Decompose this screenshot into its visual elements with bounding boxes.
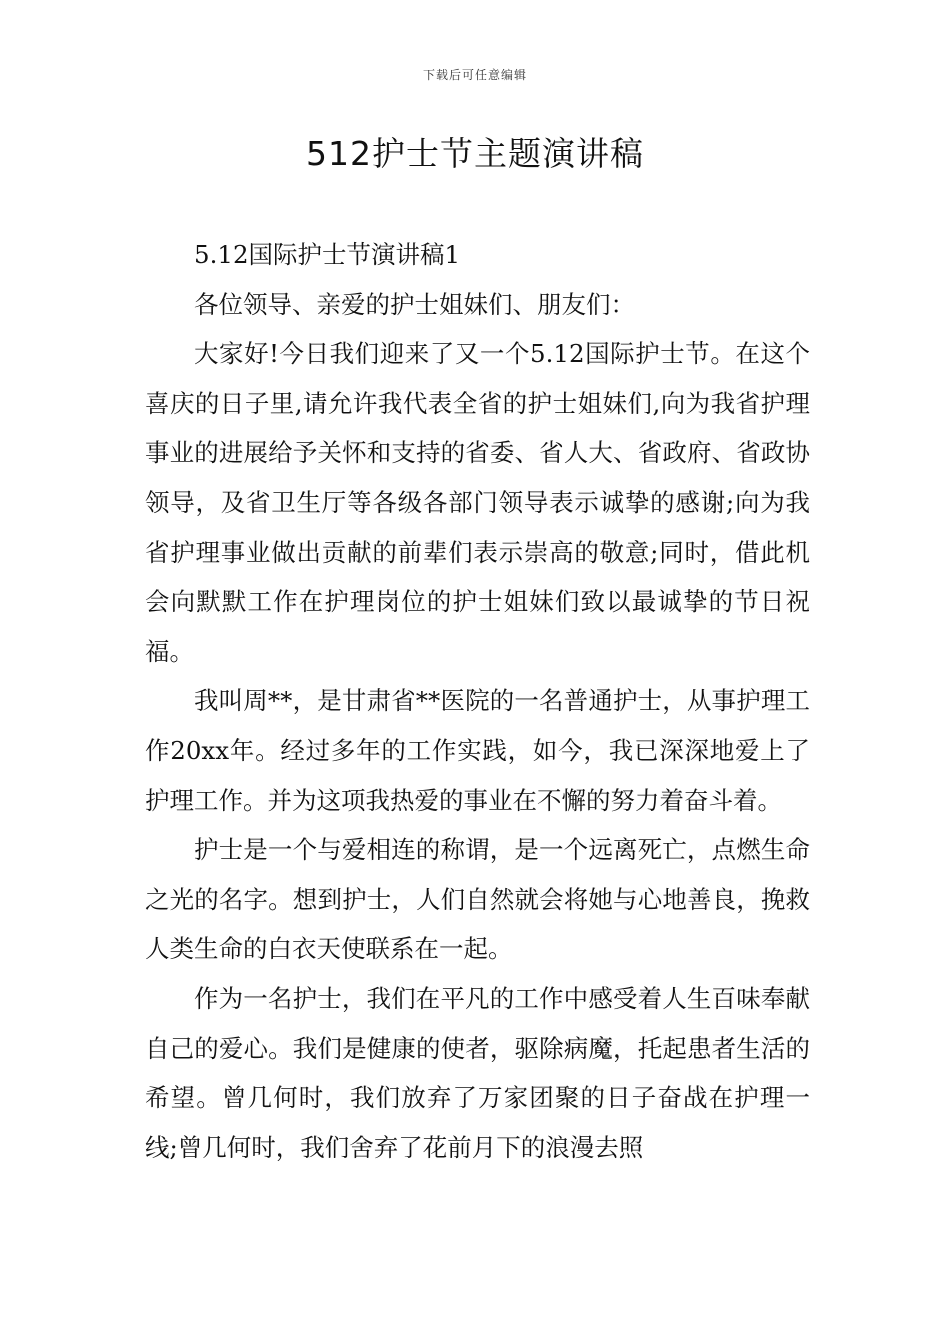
speech-subtitle: 5.12国际护士节演讲稿1 <box>194 240 461 269</box>
body-paragraph: 护士是一个与爱相连的称谓，是一个远离死亡，点燃生命之光的名字。想到护士，人们自然就会将她与心地善良，挽救人类生命的白衣天使联系在一起。 <box>145 835 810 964</box>
body-paragraph: 作为一名护士，我们在平凡的工作中感受着人生百味奉献自己的爱心。我们是健康的使者，驱除病魔，托起患者生活的希望。曾几何时，我们放弃了万家团聚的日子奋战在护理一线;曾几何时，我们舍弃了花前月下的浪漫去照 <box>145 983 810 1162</box>
salutation: 各位领导、亲爱的护士姐妹们、朋友们： <box>194 289 635 319</box>
header-note: 下载后可任意编辑 <box>422 68 527 82</box>
body-paragraph: 我叫周**，是甘肃省**医院的一名普通护士，从事护理工作20xx年。经过多年的工作实践，如今，我已深深地爱上了护理工作。并为这项我热爱的事业在不懈的努力着奋斗着。 <box>145 686 810 815</box>
document-body <box>145 230 810 1172</box>
document-title: 512护士节主题演讲稿 <box>306 134 644 173</box>
body-paragraph: 大家好!今日我们迎来了又一个5.12国际护士节。在这个喜庆的日子里,请允许我代表全省的护士姐妹们,向为我省护理事业的进展给予关怀和支持的省委、省人大、省政府、省政协领导，及省卫生厅等各级各部门领导表示诚挚的感谢;向为我省护理事业做出贡献的前辈们表示崇高的敬意;同时，借此机会向默默工作在护理岗位的护士姐妹们致以最诚挚的节日祝福。 <box>145 339 810 666</box>
